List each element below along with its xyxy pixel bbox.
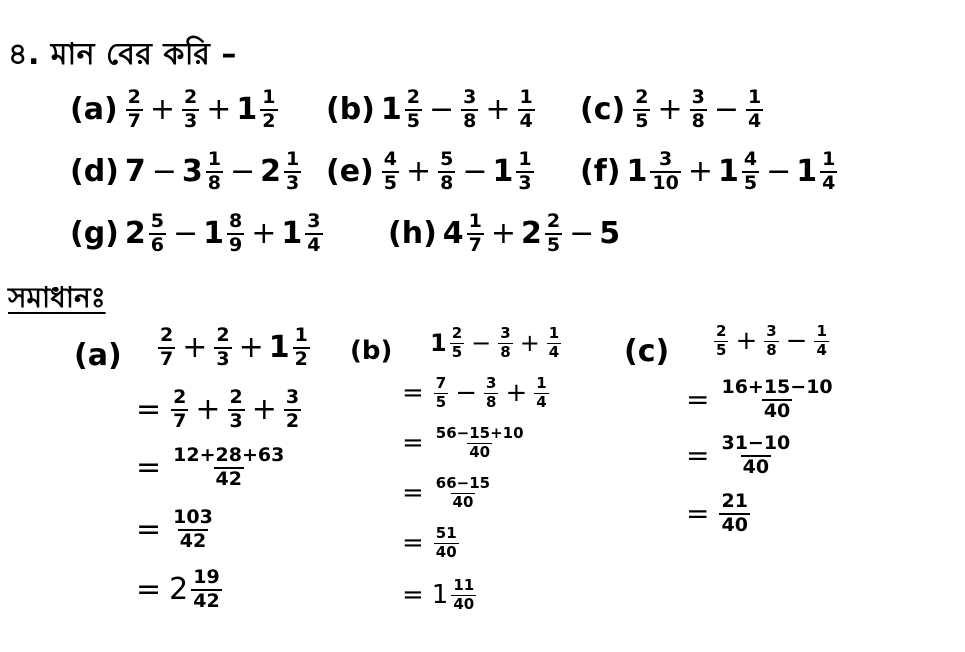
whole-number: 1 bbox=[380, 91, 402, 127]
minus-sign: − bbox=[455, 378, 478, 409]
fraction: $\frac{2}{3}$ bbox=[229, 386, 243, 432]
fraction: $\frac{31-10}{40}$ bbox=[721, 432, 791, 478]
equals-sign: = bbox=[136, 571, 162, 607]
whole-number: 1 bbox=[430, 329, 447, 358]
equals-sign: = bbox=[686, 382, 710, 416]
solution-c-step-1 bbox=[712, 324, 831, 359]
fraction: $\frac{4}{5}$ bbox=[383, 148, 398, 194]
plus-sign: + bbox=[206, 91, 232, 127]
problem-d bbox=[70, 150, 303, 194]
equals-sign: = bbox=[402, 378, 424, 409]
fraction: $\frac{3}{8}$ bbox=[691, 86, 705, 132]
solution-c-step-2 bbox=[686, 378, 837, 422]
problem-label: (g) bbox=[70, 215, 119, 251]
problem-a bbox=[70, 88, 280, 132]
minus-sign: − bbox=[766, 153, 792, 189]
plus-sign: + bbox=[519, 329, 540, 358]
equals-sign: = bbox=[402, 478, 424, 509]
plus-sign: + bbox=[490, 215, 517, 251]
fraction: $\frac{21}{40}$ bbox=[721, 490, 748, 536]
fraction: $\frac{1}{4}$ bbox=[747, 86, 762, 132]
exercise-title: ৪. মান বের করি – bbox=[8, 37, 237, 72]
minus-sign: − bbox=[429, 91, 455, 127]
fraction: $\frac{66-15}{40}$ bbox=[435, 474, 491, 511]
problem-label: (a) bbox=[70, 91, 118, 127]
equals-sign: = bbox=[686, 496, 710, 530]
equals-sign: = bbox=[402, 528, 424, 559]
solution-b-step-2 bbox=[402, 376, 551, 411]
fraction: $\frac{1}{2}$ bbox=[262, 86, 276, 132]
fraction: $\frac{1}{2}$ bbox=[294, 324, 308, 370]
fraction: $\frac{2}{5}$ bbox=[451, 324, 463, 361]
fraction: $\frac{3}{8}$ bbox=[766, 322, 777, 359]
whole-number: 1 bbox=[268, 329, 290, 365]
solution-label-a: (a) bbox=[74, 338, 122, 373]
plus-sign: + bbox=[505, 378, 528, 409]
fraction: $\frac{1}{7}$ bbox=[468, 210, 482, 256]
solution-a-step-3 bbox=[136, 446, 288, 490]
solution-c-step-3 bbox=[686, 434, 794, 478]
whole-number: 2 bbox=[260, 153, 282, 189]
solution-heading: সমাধানঃ bbox=[8, 281, 106, 314]
problem-g bbox=[70, 212, 325, 256]
solution-b-step-5 bbox=[402, 526, 461, 561]
fraction: $\frac{4}{5}$ bbox=[743, 148, 758, 194]
problem-c bbox=[580, 88, 765, 132]
whole-number: 2 bbox=[169, 571, 189, 607]
fraction: $\frac{103}{42}$ bbox=[173, 506, 213, 552]
fraction: $\frac{3}{2}$ bbox=[285, 386, 300, 432]
fraction: $\frac{19}{42}$ bbox=[193, 566, 220, 612]
whole-number: 3 bbox=[181, 153, 203, 189]
minus-sign: − bbox=[151, 153, 177, 189]
fraction: $\frac{16+15-10}{40}$ bbox=[721, 376, 833, 422]
fraction: $\frac{1}{4}$ bbox=[536, 374, 547, 411]
minus-sign: − bbox=[713, 91, 739, 127]
problem-label: (b) bbox=[326, 91, 375, 127]
fraction: $\frac{5}{6}$ bbox=[150, 210, 165, 256]
whole-number: 2 bbox=[521, 215, 542, 251]
fraction: $\frac{1}{4}$ bbox=[519, 86, 533, 132]
plus-sign: + bbox=[657, 91, 683, 127]
equals-sign: = bbox=[136, 391, 162, 427]
whole-number: 4 bbox=[442, 215, 464, 251]
whole-number: 5 bbox=[599, 215, 621, 251]
solution-c-step-4 bbox=[686, 492, 752, 536]
whole-number: 1 bbox=[492, 153, 514, 189]
fraction: $\frac{2}{7}$ bbox=[173, 386, 187, 432]
fraction: $\frac{2}{3}$ bbox=[184, 86, 198, 132]
plus-sign: + bbox=[182, 329, 208, 365]
fraction: $\frac{2}{3}$ bbox=[216, 324, 230, 370]
equals-sign: = bbox=[136, 511, 162, 547]
fraction: $\frac{2}{5}$ bbox=[406, 86, 421, 132]
solution-b-step-1 bbox=[430, 326, 563, 361]
problem-h bbox=[388, 212, 621, 256]
problem-e bbox=[326, 150, 536, 194]
fraction: $\frac{2}{7}$ bbox=[160, 324, 174, 370]
solution-a-step-4 bbox=[136, 508, 217, 552]
fraction: $\frac{3}{8}$ bbox=[486, 374, 497, 411]
solution-label-c: (c) bbox=[624, 334, 670, 369]
minus-sign: − bbox=[462, 153, 488, 189]
whole-number: 1 bbox=[717, 153, 739, 189]
fraction: $\frac{3}{8}$ bbox=[500, 324, 511, 361]
solution-b-step-3 bbox=[402, 426, 528, 461]
solution-b-step-4 bbox=[402, 476, 494, 511]
fraction: $\frac{3}{4}$ bbox=[307, 210, 321, 256]
whole-number: 1 bbox=[626, 153, 648, 189]
equals-sign: = bbox=[686, 438, 710, 472]
plus-sign: + bbox=[238, 329, 264, 365]
equals-sign: = bbox=[402, 580, 424, 611]
solution-a-step-2 bbox=[136, 388, 303, 432]
whole-number: 1 bbox=[203, 215, 225, 251]
fraction: $\frac{1}{4}$ bbox=[548, 324, 560, 361]
fraction: $\frac{3}{8}$ bbox=[463, 86, 477, 132]
fraction: $\frac{2}{5}$ bbox=[716, 322, 727, 359]
equals-sign: = bbox=[136, 449, 162, 485]
fraction: $\frac{11}{40}$ bbox=[453, 576, 475, 613]
plus-sign: + bbox=[149, 91, 176, 127]
minus-sign: − bbox=[173, 215, 199, 251]
fraction: $\frac{1}{3}$ bbox=[518, 148, 532, 194]
minus-sign: − bbox=[471, 329, 492, 358]
plus-sign: + bbox=[735, 326, 758, 357]
whole-number: 1 bbox=[236, 91, 258, 127]
problem-label: (d) bbox=[70, 153, 119, 189]
plus-sign: + bbox=[195, 391, 221, 427]
fraction: $\frac{1}{8}$ bbox=[207, 148, 222, 194]
fraction: $\frac{2}{5}$ bbox=[546, 210, 561, 256]
minus-sign: − bbox=[569, 215, 595, 251]
solution-a-step-5 bbox=[136, 568, 224, 612]
fraction: $\frac{7}{5}$ bbox=[435, 374, 447, 411]
whole-number: 1 bbox=[281, 215, 303, 251]
fraction: $\frac{56-15+10}{40}$ bbox=[435, 424, 524, 461]
solution-b-step-6 bbox=[402, 578, 478, 613]
problem-label: (f) bbox=[580, 153, 621, 189]
problem-b bbox=[326, 88, 537, 132]
fraction: $\frac{12+28+63}{42}$ bbox=[173, 444, 285, 490]
fraction: $\frac{1}{4}$ bbox=[822, 148, 836, 194]
minus-sign: − bbox=[785, 326, 808, 357]
problem-f bbox=[580, 150, 839, 194]
plus-sign: + bbox=[251, 215, 277, 251]
whole-number: 1 bbox=[796, 153, 818, 189]
fraction: $\frac{2}{7}$ bbox=[127, 86, 141, 132]
fraction: $\frac{51}{40}$ bbox=[435, 524, 457, 561]
fraction: $\frac{1}{3}$ bbox=[286, 148, 300, 194]
problem-label: (e) bbox=[326, 153, 374, 189]
plus-sign: + bbox=[485, 91, 511, 127]
whole-number: 7 bbox=[124, 153, 146, 189]
minus-sign: − bbox=[230, 153, 256, 189]
plus-sign: + bbox=[406, 153, 432, 189]
solution-a-step-1 bbox=[156, 326, 312, 370]
solution-label-b: (b) bbox=[350, 336, 393, 366]
fraction: $\frac{5}{8}$ bbox=[440, 148, 454, 194]
problem-label: (c) bbox=[580, 91, 626, 127]
equals-sign: = bbox=[402, 428, 424, 459]
whole-number: 1 bbox=[431, 580, 449, 611]
fraction: $\frac{2}{5}$ bbox=[635, 86, 649, 132]
problem-label: (h) bbox=[388, 215, 437, 251]
whole-number: 2 bbox=[124, 215, 146, 251]
plus-sign: + bbox=[687, 153, 713, 189]
fraction: $\frac{1}{4}$ bbox=[816, 322, 827, 359]
plus-sign: + bbox=[251, 391, 277, 427]
fraction: $\frac{3}{10}$ bbox=[652, 148, 679, 194]
fraction: $\frac{8}{9}$ bbox=[229, 210, 243, 256]
